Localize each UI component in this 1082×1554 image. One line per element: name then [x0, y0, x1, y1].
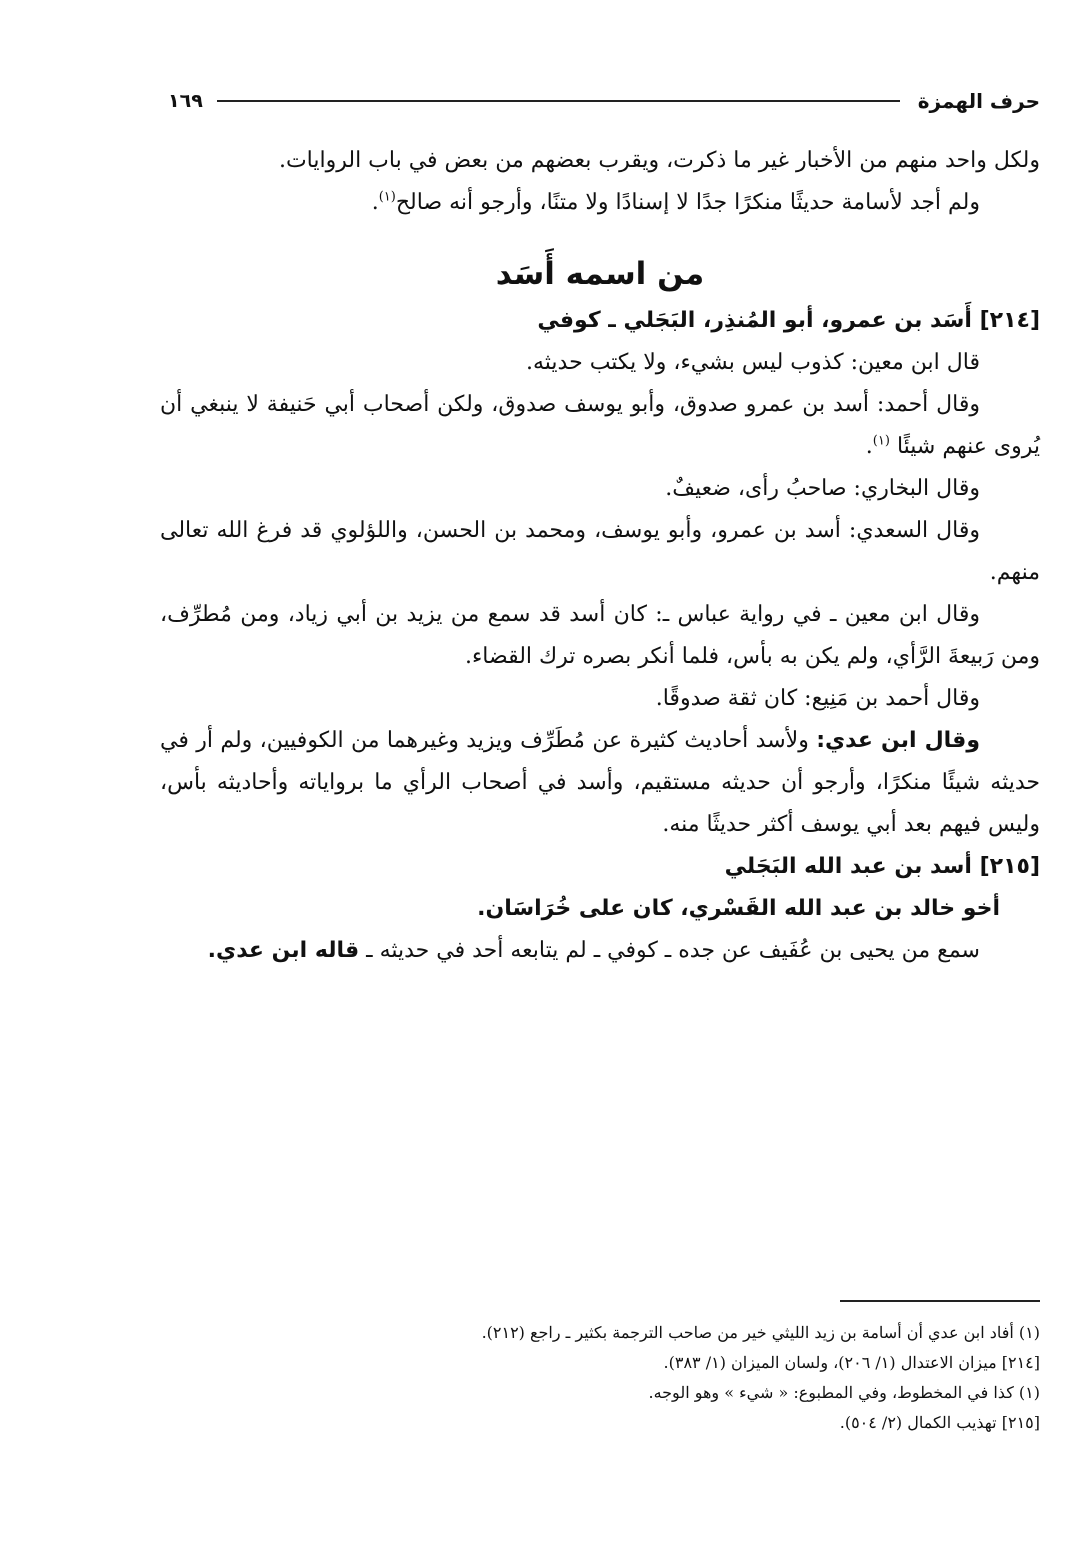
footnote-ref: (١) — [872, 433, 890, 449]
footnote: [٢١٤] ميزان الاعتدال (١/ ٢٠٦)، ولسان الميزان (١/ ٣٨٣). — [663, 1353, 1040, 1372]
entry-heading-214: [٢١٤] أَسَد بن عمرو، أبو المُنذِر، البَجَلي ـ كوفي — [537, 308, 1040, 333]
section-heading: من اسمه أَسَد — [495, 256, 705, 292]
paragraph — [160, 182, 1040, 224]
entry-heading-215: [٢١٥] أسد بن عبد الله البَجَلي — [724, 854, 1040, 879]
body-text — [160, 140, 1040, 972]
header-rule — [217, 100, 900, 102]
footnotes — [160, 1318, 1040, 1438]
paragraph-text: ولم أجد لأسامة حديثًا منكرًا جدًا لا إسنادًا ولا متنًا، وأرجو أنه صالح — [395, 190, 980, 215]
paragraph: وقال البخاري: صاحبُ رأى، ضعيفٌ. — [665, 476, 980, 501]
page-number: ١٦٩ — [168, 90, 203, 112]
paragraph — [160, 384, 1040, 468]
footnote: [٢١٥] تهذيب الكمال (٢/ ٥٠٤). — [839, 1413, 1040, 1432]
footnote-ref: (١) — [378, 189, 396, 205]
paragraph-text: وقال أحمد: أسد بن عمرو صدوق، وأبو يوسف صدوق، ولكن أصحاب أبي حَنيفة لا ينبغي أن يُروى عنهم شيئًا — [160, 392, 1040, 459]
paragraph-end: . — [371, 190, 379, 215]
paragraph — [160, 930, 1040, 972]
paragraph: وقال السعدي: أسد بن عمرو، وأبو يوسف، ومحمد بن الحسن، واللؤلوي قد فرغ الله تعالى منهم. — [160, 518, 1040, 585]
footnote: (١) كذا في المخطوط، وفي المطبوع: « شيء » وهو الوجه. — [648, 1383, 1040, 1402]
running-title: حرف الهمزة — [917, 89, 1040, 113]
paragraph: ولكل واحد منهم من الأخبار غير ما ذكرت، ويقرب بعضهم من بعض في باب الروايات. — [278, 148, 1040, 173]
footnote: (١) أفاد ابن عدي أن أسامة بن زيد الليثي خير من صاحب الترجمة بكثير ـ راجع (٢١٢). — [481, 1323, 1040, 1342]
paragraph — [160, 720, 1040, 846]
running-header — [168, 86, 1040, 116]
footnote-rule — [840, 1300, 1040, 1302]
paragraph-lead: وقال ابن عدي: — [816, 728, 981, 753]
paragraph: قال ابن معين: كذوب ليس بشيء، ولا يكتب حديثه. — [526, 350, 980, 375]
paragraph-tail: قاله ابن عدي. — [207, 938, 360, 963]
paragraph: وقال أحمد بن مَنِيع: كان ثقة صدوقًا. — [655, 686, 980, 711]
paragraph-text: سمع من يحيى بن عُفَيف عن جده ـ كوفي ـ لم يتابعه أحد في حديثه ـ — [366, 938, 980, 963]
entry-subheading-215: أخو خالد بن عبد الله القَسْري، كان على خُرَاسَان. — [477, 896, 1000, 921]
paragraph: وقال ابن معين ـ في رواية عباس ـ: كان أسد قد سمع من يزيد بن أبي زياد، ومن مُطرِّف، ومن رَبيعةَ الرَّأي، ولم يكن به بأس، فلما أنكر بصره ترك القضاء. — [160, 602, 1040, 669]
paragraph-end: . — [865, 434, 873, 459]
paragraph-text: ولأسد أحاديث كثيرة عن مُطَرِّف ويزيد وغيرهما من الكوفيين، ولم أر في حديثه شيئًا منكرًا، وأرجو أن حديثه مستقيم، وأسد في أصحاب الرأي ما برواياته وأحاديثه بأس، وليس فيهم بعد أبي يوسف أكثر حديثًا منه. — [160, 728, 1040, 837]
